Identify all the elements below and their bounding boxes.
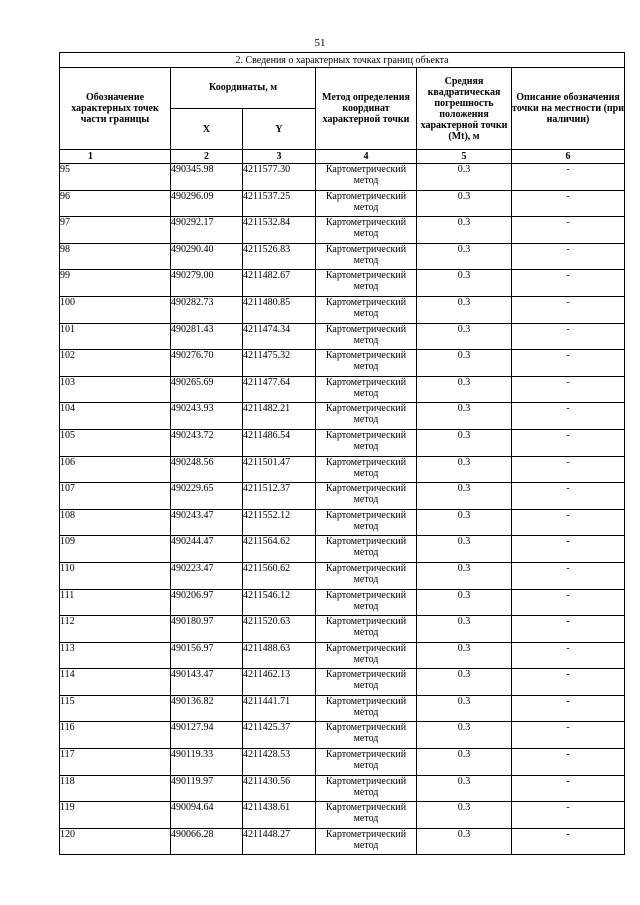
point-cell: 96 xyxy=(60,190,171,217)
y-coordinate-cell: 4211501.47 xyxy=(243,456,316,483)
x-coordinate-cell: 490290.40 xyxy=(171,243,243,270)
table-row xyxy=(60,642,625,669)
method-cell: Картометрический метод xyxy=(316,642,417,669)
table-row xyxy=(60,828,625,855)
accuracy-cell: 0.3 xyxy=(417,695,512,722)
description-cell: - xyxy=(512,323,625,350)
y-coordinate-cell: 4211482.21 xyxy=(243,403,316,430)
header-description: Описание обозначения точки на местности (при наличии) xyxy=(512,68,625,150)
y-coordinate-cell: 4211474.34 xyxy=(243,323,316,350)
description-cell: - xyxy=(512,749,625,776)
description-cell: - xyxy=(512,828,625,855)
y-coordinate-cell: 4211425.37 xyxy=(243,722,316,749)
y-coordinate-cell: 4211428.53 xyxy=(243,749,316,776)
y-coordinate-cell: 4211448.27 xyxy=(243,828,316,855)
accuracy-cell: 0.3 xyxy=(417,562,512,589)
method-cell: Картометрический метод xyxy=(316,217,417,244)
point-cell: 115 xyxy=(60,695,171,722)
description-cell: - xyxy=(512,217,625,244)
description-cell: - xyxy=(512,164,625,191)
x-coordinate-cell: 490066.28 xyxy=(171,828,243,855)
x-coordinate-cell: 490345.98 xyxy=(171,164,243,191)
table-row xyxy=(60,802,625,829)
method-cell: Картометрический метод xyxy=(316,323,417,350)
accuracy-cell: 0.3 xyxy=(417,828,512,855)
table-row xyxy=(60,749,625,776)
table-row xyxy=(60,217,625,244)
x-coordinate-cell: 490292.17 xyxy=(171,217,243,244)
y-coordinate-cell: 4211520.63 xyxy=(243,616,316,643)
point-cell: 104 xyxy=(60,403,171,430)
header-point: Обозначение характерных точек части границы xyxy=(60,68,171,150)
x-coordinate-cell: 490119.33 xyxy=(171,749,243,776)
x-coordinate-cell: 490281.43 xyxy=(171,323,243,350)
table-row xyxy=(60,456,625,483)
point-cell: 102 xyxy=(60,350,171,377)
x-coordinate-cell: 490223.47 xyxy=(171,562,243,589)
method-cell: Картометрический метод xyxy=(316,749,417,776)
column-number: 5 xyxy=(417,150,512,164)
table-row xyxy=(60,190,625,217)
point-cell: 109 xyxy=(60,536,171,563)
description-cell: - xyxy=(512,270,625,297)
method-cell: Картометрический метод xyxy=(316,403,417,430)
header-y: Y xyxy=(243,109,316,150)
header-coordinates: Координаты, м xyxy=(171,68,316,109)
method-cell: Картометрический метод xyxy=(316,828,417,855)
x-coordinate-cell: 490244.47 xyxy=(171,536,243,563)
point-cell: 116 xyxy=(60,722,171,749)
method-cell: Картометрический метод xyxy=(316,509,417,536)
point-cell: 112 xyxy=(60,616,171,643)
x-coordinate-cell: 490156.97 xyxy=(171,642,243,669)
description-cell: - xyxy=(512,616,625,643)
y-coordinate-cell: 4211477.64 xyxy=(243,376,316,403)
description-cell: - xyxy=(512,669,625,696)
description-cell: - xyxy=(512,243,625,270)
x-coordinate-cell: 490276.70 xyxy=(171,350,243,377)
point-cell: 101 xyxy=(60,323,171,350)
x-coordinate-cell: 490265.69 xyxy=(171,376,243,403)
method-cell: Картометрический метод xyxy=(316,270,417,297)
y-coordinate-cell: 4211475.32 xyxy=(243,350,316,377)
accuracy-cell: 0.3 xyxy=(417,616,512,643)
x-coordinate-cell: 490180.97 xyxy=(171,616,243,643)
method-cell: Картометрический метод xyxy=(316,722,417,749)
table-row xyxy=(60,483,625,510)
column-number: 4 xyxy=(316,150,417,164)
x-coordinate-cell: 490127.94 xyxy=(171,722,243,749)
table-row xyxy=(60,616,625,643)
description-cell: - xyxy=(512,376,625,403)
description-cell: - xyxy=(512,456,625,483)
description-cell: - xyxy=(512,536,625,563)
point-cell: 103 xyxy=(60,376,171,403)
method-cell: Картометрический метод xyxy=(316,456,417,483)
y-coordinate-cell: 4211482.67 xyxy=(243,270,316,297)
description-cell: - xyxy=(512,695,625,722)
accuracy-cell: 0.3 xyxy=(417,775,512,802)
x-coordinate-cell: 490136.82 xyxy=(171,695,243,722)
table-title: 2. Сведения о характерных точках границ объекта xyxy=(60,53,625,68)
accuracy-cell: 0.3 xyxy=(417,802,512,829)
x-coordinate-cell: 490282.73 xyxy=(171,296,243,323)
x-coordinate-cell: 490206.97 xyxy=(171,589,243,616)
table-row xyxy=(60,562,625,589)
y-coordinate-cell: 4211546.12 xyxy=(243,589,316,616)
table-row xyxy=(60,429,625,456)
accuracy-cell: 0.3 xyxy=(417,722,512,749)
table-row xyxy=(60,296,625,323)
point-cell: 95 xyxy=(60,164,171,191)
y-coordinate-cell: 4211488.63 xyxy=(243,642,316,669)
accuracy-cell: 0.3 xyxy=(417,589,512,616)
y-coordinate-cell: 4211560.62 xyxy=(243,562,316,589)
description-cell: - xyxy=(512,562,625,589)
table-row xyxy=(60,695,625,722)
y-coordinate-cell: 4211577.30 xyxy=(243,164,316,191)
accuracy-cell: 0.3 xyxy=(417,243,512,270)
description-cell: - xyxy=(512,802,625,829)
accuracy-cell: 0.3 xyxy=(417,509,512,536)
x-coordinate-cell: 490229.65 xyxy=(171,483,243,510)
description-cell: - xyxy=(512,483,625,510)
y-coordinate-cell: 4211430.56 xyxy=(243,775,316,802)
x-coordinate-cell: 490119.97 xyxy=(171,775,243,802)
table-row xyxy=(60,164,625,191)
column-number: 1 xyxy=(60,150,171,164)
accuracy-cell: 0.3 xyxy=(417,323,512,350)
method-cell: Картометрический метод xyxy=(316,562,417,589)
header-accuracy: Средняя квадратическая погрешность положения характерной точки (Mt), м xyxy=(417,68,512,150)
point-cell: 117 xyxy=(60,749,171,776)
method-cell: Картометрический метод xyxy=(316,376,417,403)
y-coordinate-cell: 4211512.37 xyxy=(243,483,316,510)
description-cell: - xyxy=(512,509,625,536)
point-cell: 110 xyxy=(60,562,171,589)
table-row xyxy=(60,376,625,403)
table-row xyxy=(60,775,625,802)
description-cell: - xyxy=(512,350,625,377)
y-coordinate-cell: 4211526.83 xyxy=(243,243,316,270)
y-coordinate-cell: 4211480.85 xyxy=(243,296,316,323)
description-cell: - xyxy=(512,775,625,802)
accuracy-cell: 0.3 xyxy=(417,749,512,776)
table-row xyxy=(60,589,625,616)
accuracy-cell: 0.3 xyxy=(417,456,512,483)
y-coordinate-cell: 4211486.54 xyxy=(243,429,316,456)
point-cell: 120 xyxy=(60,828,171,855)
y-coordinate-cell: 4211532.84 xyxy=(243,217,316,244)
accuracy-cell: 0.3 xyxy=(417,429,512,456)
table-row xyxy=(60,243,625,270)
method-cell: Картометрический метод xyxy=(316,483,417,510)
table-row xyxy=(60,722,625,749)
point-cell: 100 xyxy=(60,296,171,323)
description-cell: - xyxy=(512,589,625,616)
method-cell: Картометрический метод xyxy=(316,243,417,270)
method-cell: Картометрический метод xyxy=(316,190,417,217)
accuracy-cell: 0.3 xyxy=(417,483,512,510)
accuracy-cell: 0.3 xyxy=(417,536,512,563)
method-cell: Картометрический метод xyxy=(316,695,417,722)
method-cell: Картометрический метод xyxy=(316,350,417,377)
accuracy-cell: 0.3 xyxy=(417,217,512,244)
method-cell: Картометрический метод xyxy=(316,429,417,456)
accuracy-cell: 0.3 xyxy=(417,350,512,377)
y-coordinate-cell: 4211462.13 xyxy=(243,669,316,696)
method-cell: Картометрический метод xyxy=(316,589,417,616)
y-coordinate-cell: 4211552.12 xyxy=(243,509,316,536)
table-row xyxy=(60,509,625,536)
accuracy-cell: 0.3 xyxy=(417,376,512,403)
point-cell: 113 xyxy=(60,642,171,669)
point-cell: 106 xyxy=(60,456,171,483)
y-coordinate-cell: 4211537.25 xyxy=(243,190,316,217)
x-coordinate-cell: 490243.72 xyxy=(171,429,243,456)
x-coordinate-cell: 490248.56 xyxy=(171,456,243,483)
header-x: X xyxy=(171,109,243,150)
method-cell: Картометрический метод xyxy=(316,802,417,829)
point-cell: 98 xyxy=(60,243,171,270)
accuracy-cell: 0.3 xyxy=(417,270,512,297)
table-row xyxy=(60,536,625,563)
description-cell: - xyxy=(512,642,625,669)
x-coordinate-cell: 490243.93 xyxy=(171,403,243,430)
method-cell: Картометрический метод xyxy=(316,775,417,802)
point-cell: 119 xyxy=(60,802,171,829)
method-cell: Картометрический метод xyxy=(316,164,417,191)
accuracy-cell: 0.3 xyxy=(417,669,512,696)
y-coordinate-cell: 4211441.71 xyxy=(243,695,316,722)
x-coordinate-cell: 490279.00 xyxy=(171,270,243,297)
method-cell: Картометрический метод xyxy=(316,669,417,696)
boundary-points-table xyxy=(59,52,625,855)
table-row xyxy=(60,669,625,696)
x-coordinate-cell: 490243.47 xyxy=(171,509,243,536)
method-cell: Картометрический метод xyxy=(316,616,417,643)
x-coordinate-cell: 490143.47 xyxy=(171,669,243,696)
point-cell: 118 xyxy=(60,775,171,802)
accuracy-cell: 0.3 xyxy=(417,190,512,217)
description-cell: - xyxy=(512,403,625,430)
description-cell: - xyxy=(512,429,625,456)
method-cell: Картометрический метод xyxy=(316,536,417,563)
accuracy-cell: 0.3 xyxy=(417,642,512,669)
point-cell: 105 xyxy=(60,429,171,456)
accuracy-cell: 0.3 xyxy=(417,164,512,191)
table-row xyxy=(60,403,625,430)
x-coordinate-cell: 490094.64 xyxy=(171,802,243,829)
description-cell: - xyxy=(512,296,625,323)
point-cell: 114 xyxy=(60,669,171,696)
accuracy-cell: 0.3 xyxy=(417,296,512,323)
table-row xyxy=(60,350,625,377)
point-cell: 107 xyxy=(60,483,171,510)
page-number: 51 xyxy=(314,37,326,49)
point-cell: 111 xyxy=(60,589,171,616)
point-cell: 99 xyxy=(60,270,171,297)
column-number: 2 xyxy=(171,150,243,164)
y-coordinate-cell: 4211438.61 xyxy=(243,802,316,829)
point-cell: 108 xyxy=(60,509,171,536)
table-row xyxy=(60,270,625,297)
description-cell: - xyxy=(512,190,625,217)
table-row xyxy=(60,323,625,350)
description-cell: - xyxy=(512,722,625,749)
point-cell: 97 xyxy=(60,217,171,244)
column-number: 6 xyxy=(512,150,625,164)
y-coordinate-cell: 4211564.62 xyxy=(243,536,316,563)
accuracy-cell: 0.3 xyxy=(417,403,512,430)
method-cell: Картометрический метод xyxy=(316,296,417,323)
header-method: Метод определения координат характерной точки xyxy=(316,68,417,150)
x-coordinate-cell: 490296.09 xyxy=(171,190,243,217)
column-number: 3 xyxy=(243,150,316,164)
